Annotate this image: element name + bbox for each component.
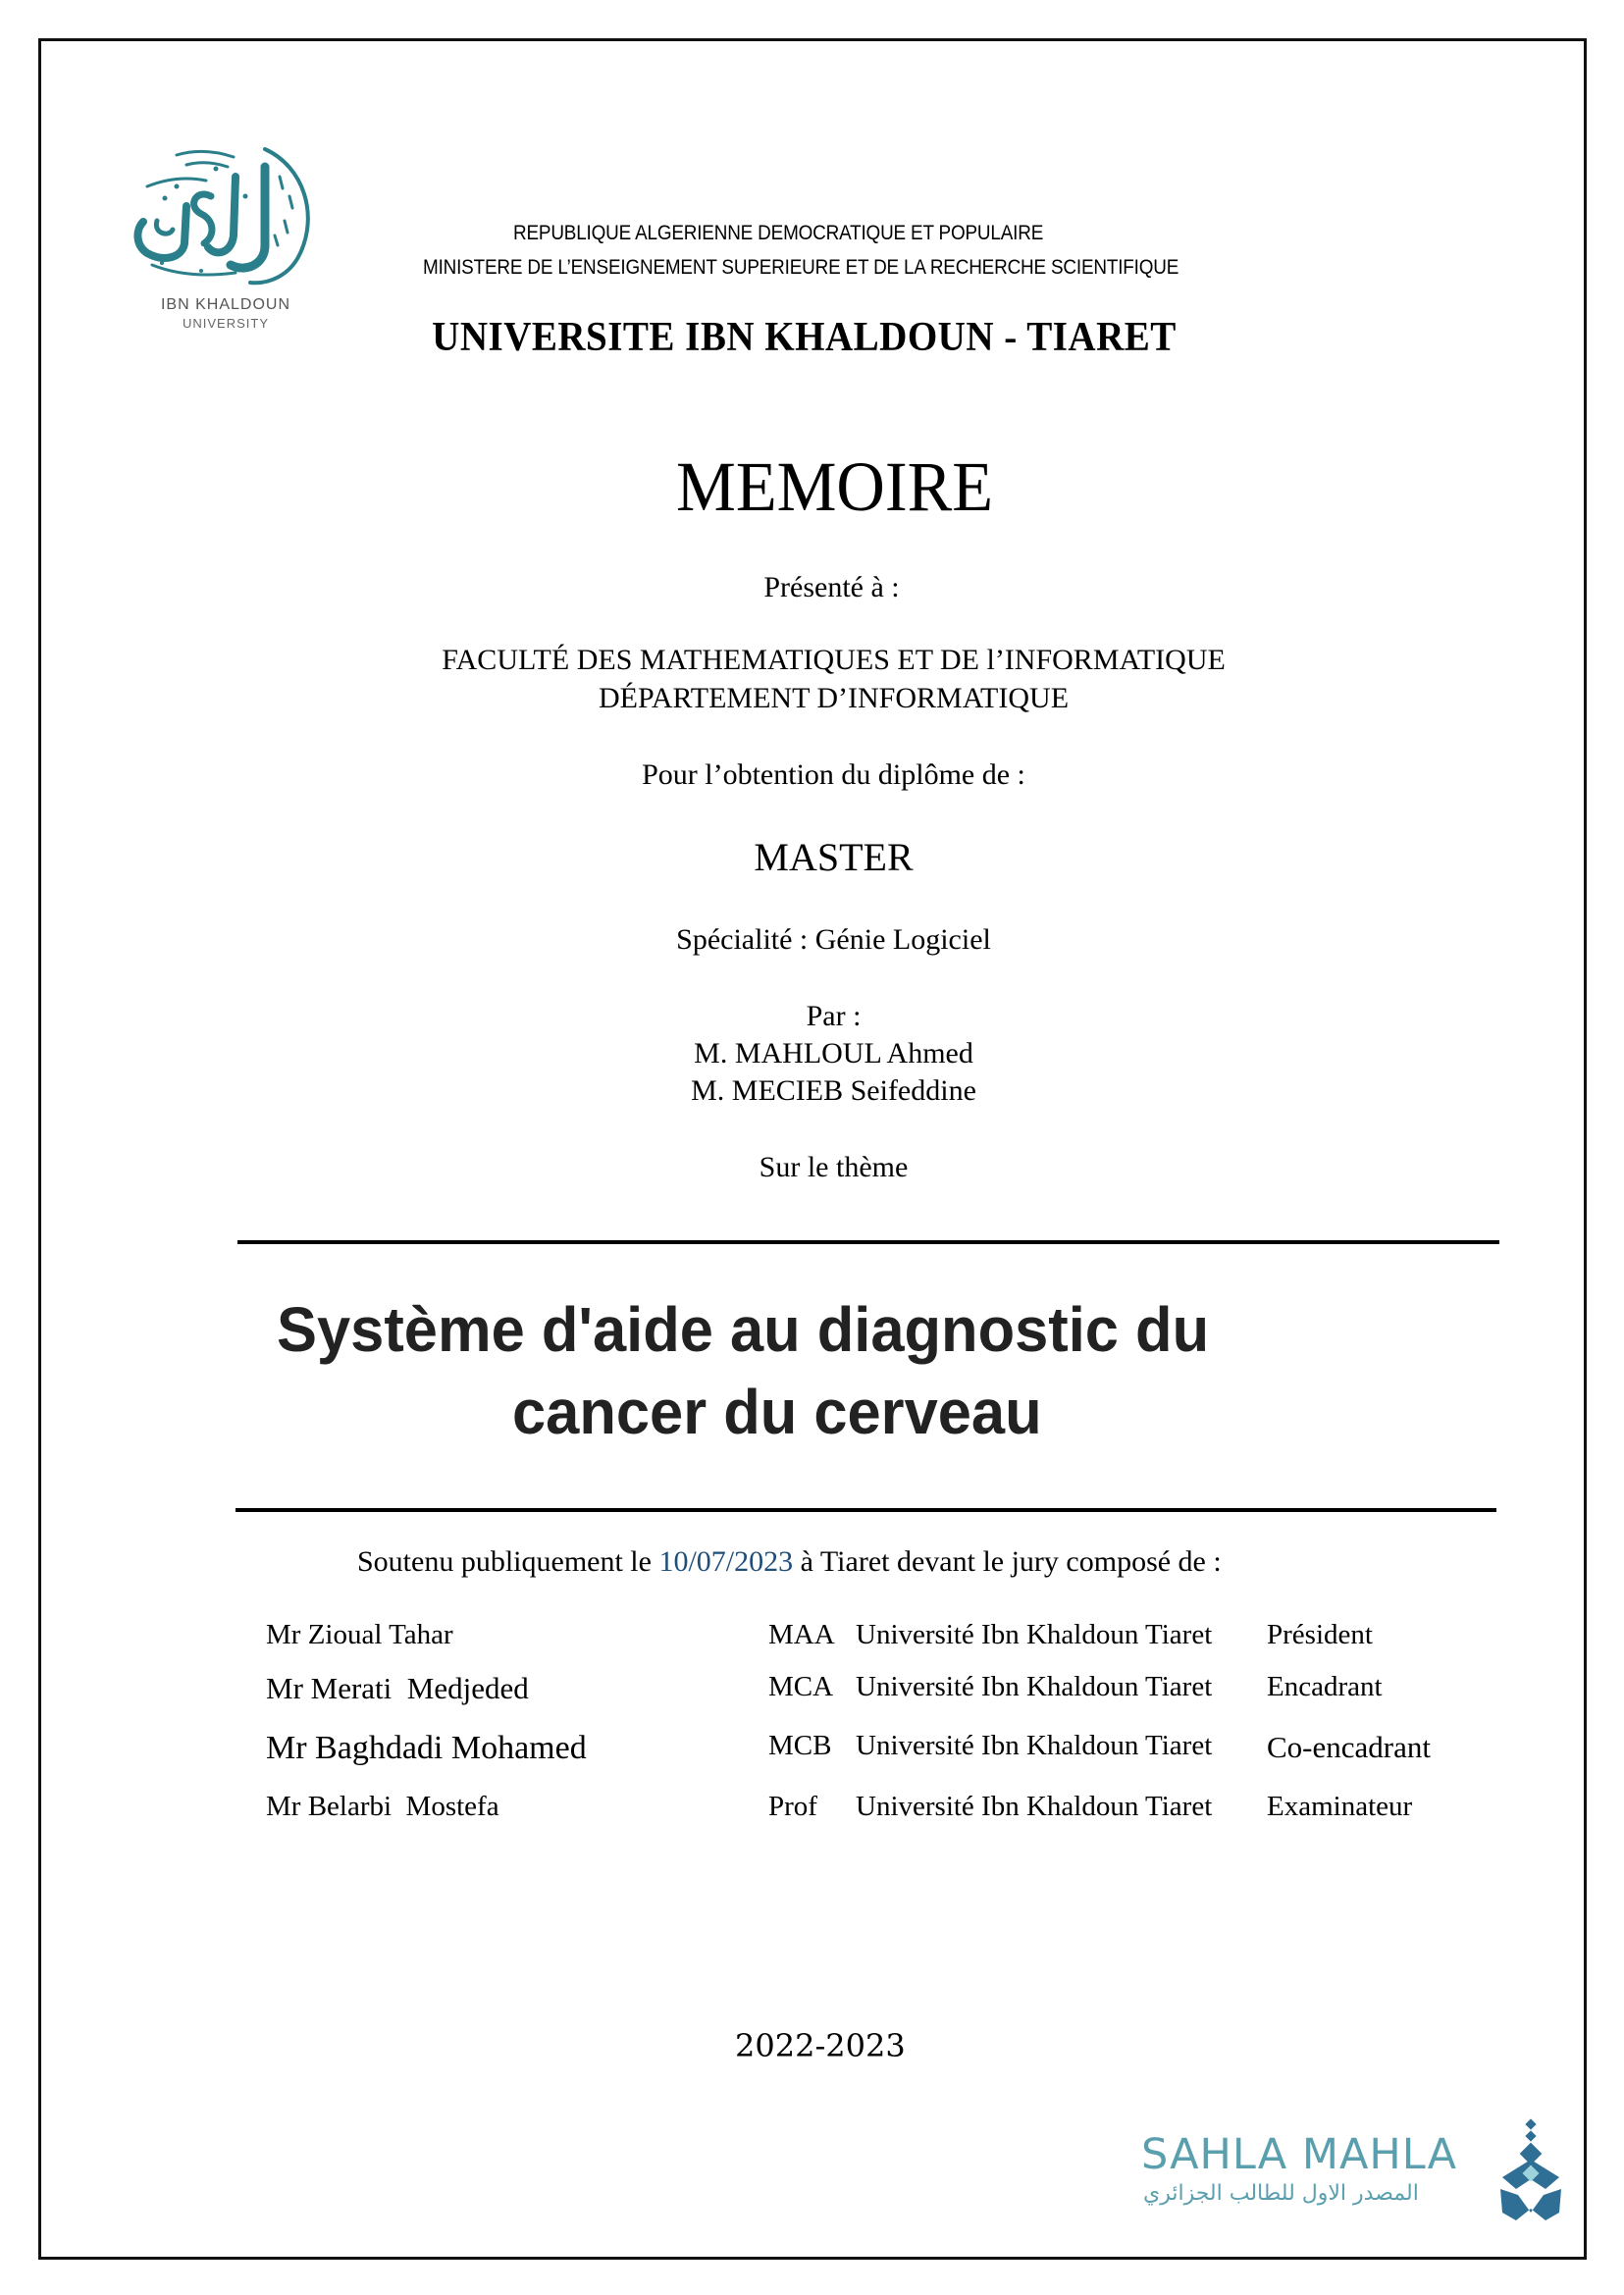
jury-role: Co-encadrant <box>1267 1730 1431 1764</box>
jury-institution: Université Ibn Khaldoun Tiaret <box>856 1619 1213 1650</box>
sahla-mahla-watermark <box>1133 2124 1545 2222</box>
watermark-brand: SAHLA MAHLA <box>1141 2130 1458 2179</box>
university-logo <box>118 128 334 339</box>
jury-name: Mr Baghdadi Mohamed <box>266 1730 587 1766</box>
academic-year: 2022-2023 <box>735 2027 906 2064</box>
defense-prefix: Soutenu publiquement le <box>357 1545 659 1578</box>
diploma-intro: Pour l’obtention du diplôme de : <box>642 758 1025 791</box>
theme-label: Sur le thème <box>759 1151 909 1183</box>
jury-name: Mr Zioual Tahar <box>266 1619 453 1650</box>
jury-grade: MAA <box>768 1619 835 1650</box>
jury-grade: Prof <box>768 1791 817 1822</box>
jury-role: Président <box>1267 1619 1373 1650</box>
faculty-name: FACULTÉ DES MATHEMATIQUES ET DE l’INFORMATIQUE <box>442 644 1226 676</box>
presented-to: Présenté à : <box>763 571 900 603</box>
jury-row <box>0 1730 1624 1769</box>
jury-institution: Université Ibn Khaldoun Tiaret <box>856 1791 1213 1822</box>
jury-institution: Université Ibn Khaldoun Tiaret <box>856 1730 1213 1761</box>
watermark-tagline: المصدر الاول للطالب الجزائري <box>1143 2181 1419 2206</box>
sahla-mahla-emblem-icon <box>1496 2118 1565 2226</box>
defense-date: 10/07/2023 <box>658 1545 794 1578</box>
republic-line: REPUBLIQUE ALGERIENNE DEMOCRATIQUE ET POPULAIRE <box>513 222 1044 244</box>
document-type: MEMOIRE <box>676 447 993 526</box>
logo-subcaption: UNIVERSITY <box>182 316 269 331</box>
diploma-name: MASTER <box>754 835 914 879</box>
by-label: Par : <box>806 1000 862 1032</box>
thesis-title-line1: Système d'aide au diagnostic du <box>277 1294 1210 1365</box>
jury-grade: MCA <box>768 1671 834 1702</box>
author-1: M. MAHLOUL Ahmed <box>694 1037 973 1069</box>
university-name: UNIVERSITE IBN KHALDOUN - TIARET <box>432 315 1177 360</box>
logo-caption: IBN KHALDOUN <box>160 296 291 313</box>
jury-row <box>0 1619 1624 1658</box>
jury-grade: MCB <box>768 1730 832 1761</box>
department-name: DÉPARTEMENT D’INFORMATIQUE <box>598 682 1070 714</box>
jury-name: Mr Belarbi Mostefa <box>266 1791 499 1822</box>
title-bottom-rule <box>236 1508 1496 1512</box>
author-2: M. MECIEB Seifeddine <box>691 1074 976 1107</box>
jury-name: Mr Merati Medjeded <box>266 1671 529 1705</box>
jury-role: Examinateur <box>1267 1791 1413 1822</box>
jury-role: Encadrant <box>1267 1671 1383 1702</box>
jury-institution: Université Ibn Khaldoun Tiaret <box>856 1671 1213 1702</box>
ministry-line: MINISTERE DE L’ENSEIGNEMENT SUPERIEURE ET DE LA RECHERCHE SCIENTIFIQUE <box>423 256 1179 279</box>
jury-row <box>0 1791 1624 1830</box>
jury-row <box>0 1671 1624 1710</box>
defense-suffix: à Tiaret devant le jury composé de : <box>793 1545 1222 1578</box>
title-top-rule <box>237 1240 1499 1244</box>
ibn-khaldoun-calligraphy-icon <box>118 128 334 294</box>
page-border <box>38 38 1587 2260</box>
defense-statement <box>357 1545 1222 1579</box>
thesis-title-line2: cancer du cerveau <box>512 1377 1042 1447</box>
specialty: Spécialité : Génie Logiciel <box>676 923 991 956</box>
